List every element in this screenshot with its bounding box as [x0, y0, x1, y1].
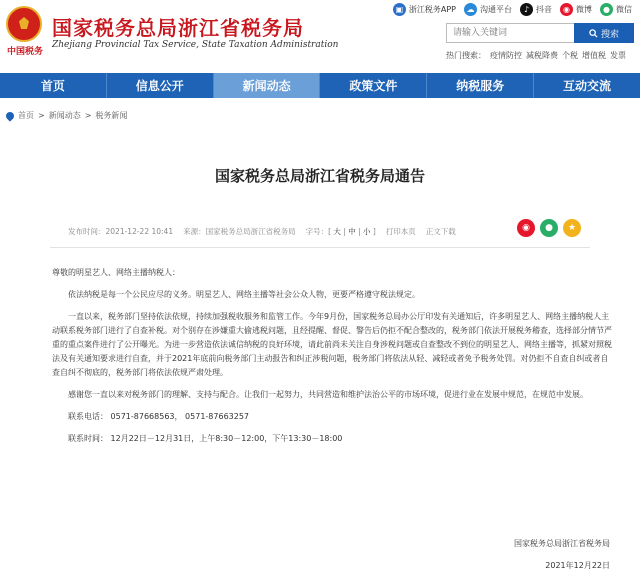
emblem-text: 中国税务 — [6, 47, 43, 57]
article-source — [183, 226, 296, 237]
app-link-wechat[interactable] — [600, 3, 632, 16]
hot-search-item[interactable]: 疫情防控 — [490, 51, 522, 60]
tax-emblem-logo[interactable] — [6, 6, 42, 42]
nav-item-home[interactable]: 首页 — [0, 73, 107, 98]
site-title[interactable]: 国家税务总局浙江省税务局 — [52, 16, 304, 40]
article-title: 国家税务总局浙江省税务局通告 — [214, 167, 425, 185]
paragraph: 一直以来，税务部门坚持依法依规，持续加强税收服务和监管工作。今年9月份，国家税务总局办公厅印发有关通知后，许多明星艺人、网络主播纳税人主动联系税务部门进行了自查补税。对个别存在涉嫌重大偷逃税问题，且经提醒、督促、警告后仍拒不配合整改的，税务部门依法开展税务稽查，选择部分情节严重的重点案件进行了公开曝光。为进一步营造依法诚信纳税的良好环境，请此前尚未关注自身涉税问题或自查整改不到位的明星艺人、网络主播等，抓紧对照税法及有关通知要求进行自查，并于2021年底前向税务部门主动报告和纠正涉税问题，税务部门将依法从轻、减轻或者免予税务处罚。对仍拒不自查自纠或者自查自纠不彻底的，税务部门将依法依规严肃处理。 — [52, 312, 612, 377]
location-pin-icon — [4, 110, 15, 121]
weibo-share-icon[interactable]: ◉ — [517, 219, 535, 237]
weibo-icon: ◉ — [560, 3, 573, 16]
app-label: 浙江税务APP — [408, 5, 456, 14]
app-label: 微博 — [576, 5, 592, 14]
nav-item-policy[interactable]: 政策文件 — [320, 73, 427, 98]
hot-search-item[interactable]: 增值税 — [582, 51, 606, 60]
search-bar — [446, 23, 634, 43]
app-label: 微信 — [616, 5, 632, 14]
paragraph: 感谢您一直以来对税务部门的理解、支持与配合。让我们一起努力，共同营造和维护法治公平的市场环境，促进行业在发展中规范，在规范中发展。 — [68, 390, 588, 399]
publish-time — [68, 226, 173, 237]
hot-search-label: 热门搜索： — [446, 51, 486, 60]
search-icon — [589, 29, 598, 38]
share-buttons — [517, 219, 581, 237]
app-label: 沟通平台 — [480, 5, 512, 14]
hot-search-item[interactable]: 个税 — [562, 51, 578, 60]
breadcrumb-separator: > — [38, 111, 45, 120]
site-header — [0, 0, 640, 70]
qzone-star-share-icon[interactable]: ★ — [563, 219, 581, 237]
breadcrumb-item-tax-news[interactable]: 税务新闻 — [95, 111, 128, 120]
hot-search-item[interactable]: 减税降费 — [526, 51, 558, 60]
meta-divider — [50, 247, 590, 248]
source-label: 来源： — [183, 227, 206, 236]
contact-hours: 联系时间： 12月22日－12月31日，上午8:30－12:00，下午13:30－18:00 — [68, 434, 343, 443]
app-link-zhejiang-tax[interactable] — [393, 3, 456, 16]
font-size-large[interactable]: 大 — [333, 227, 341, 236]
app-label: 抖音 — [536, 5, 552, 14]
text-download-link[interactable]: 正文下载 — [425, 227, 456, 236]
wechat-icon: ● — [600, 3, 613, 16]
breadcrumb-item-news[interactable]: 新闻动态 — [48, 111, 81, 120]
article-body — [52, 266, 612, 454]
breadcrumb-separator: > — [84, 111, 92, 120]
signature-date: 2021年12月22日 — [545, 561, 610, 570]
search-button-label: 搜索 — [600, 29, 619, 40]
font-size-medium[interactable]: 中 — [348, 227, 356, 236]
nav-item-tax-service[interactable]: 纳税服务 — [427, 73, 534, 98]
app-link-douyin[interactable] — [520, 3, 552, 16]
publish-time-value: 2021-12-22 10:41 — [105, 227, 174, 236]
search-button[interactable] — [574, 23, 634, 43]
nav-item-news[interactable]: 新闻动态 — [214, 73, 321, 98]
article-meta — [68, 226, 456, 237]
wechat-share-icon[interactable]: ● — [540, 219, 558, 237]
font-size-small[interactable]: 小 — [363, 227, 371, 236]
nav-item-info-disclosure[interactable]: 信息公开 — [107, 73, 214, 98]
greeting: 尊敬的明星艺人、网络主播纳税人： — [52, 268, 180, 277]
phone-app-icon: ▣ — [393, 3, 406, 16]
nav-item-interaction[interactable]: 互动交流 — [563, 79, 612, 93]
print-page-link[interactable]: 打印本页 — [385, 227, 416, 236]
app-link-communication[interactable] — [464, 3, 512, 16]
site-subtitle: Zhejiang Provincial Tax Service, State Taxation Administration — [52, 40, 339, 50]
douyin-icon: ♪ — [520, 3, 533, 16]
paragraph: 依法纳税是每一个公民应尽的义务。明星艺人、网络主播等社会公众人物，更要严格遵守税法规定。 — [68, 290, 420, 299]
font-size-label: 字号： — [305, 227, 329, 236]
main-nav — [0, 73, 640, 98]
search-input[interactable] — [446, 23, 574, 43]
chat-cloud-icon: ☁ — [464, 3, 477, 16]
app-link-weibo[interactable] — [560, 3, 592, 16]
app-links — [393, 3, 632, 16]
source-value: 国家税务总局浙江省税务局 — [205, 227, 296, 236]
breadcrumb — [6, 110, 127, 121]
hot-search — [446, 50, 626, 61]
publish-label: 发布时间： — [68, 227, 106, 236]
breadcrumb-item-home[interactable]: 首页 — [18, 111, 34, 120]
hot-search-item[interactable]: 发票 — [610, 51, 626, 60]
font-size-control: 字号：[ 大 | 中 | 小 ] — [305, 227, 376, 236]
signature: 国家税务总局浙江省税务局 — [514, 539, 610, 548]
contact-phone: 联系电话： 0571-87668563， 0571-87663257 — [68, 412, 250, 421]
